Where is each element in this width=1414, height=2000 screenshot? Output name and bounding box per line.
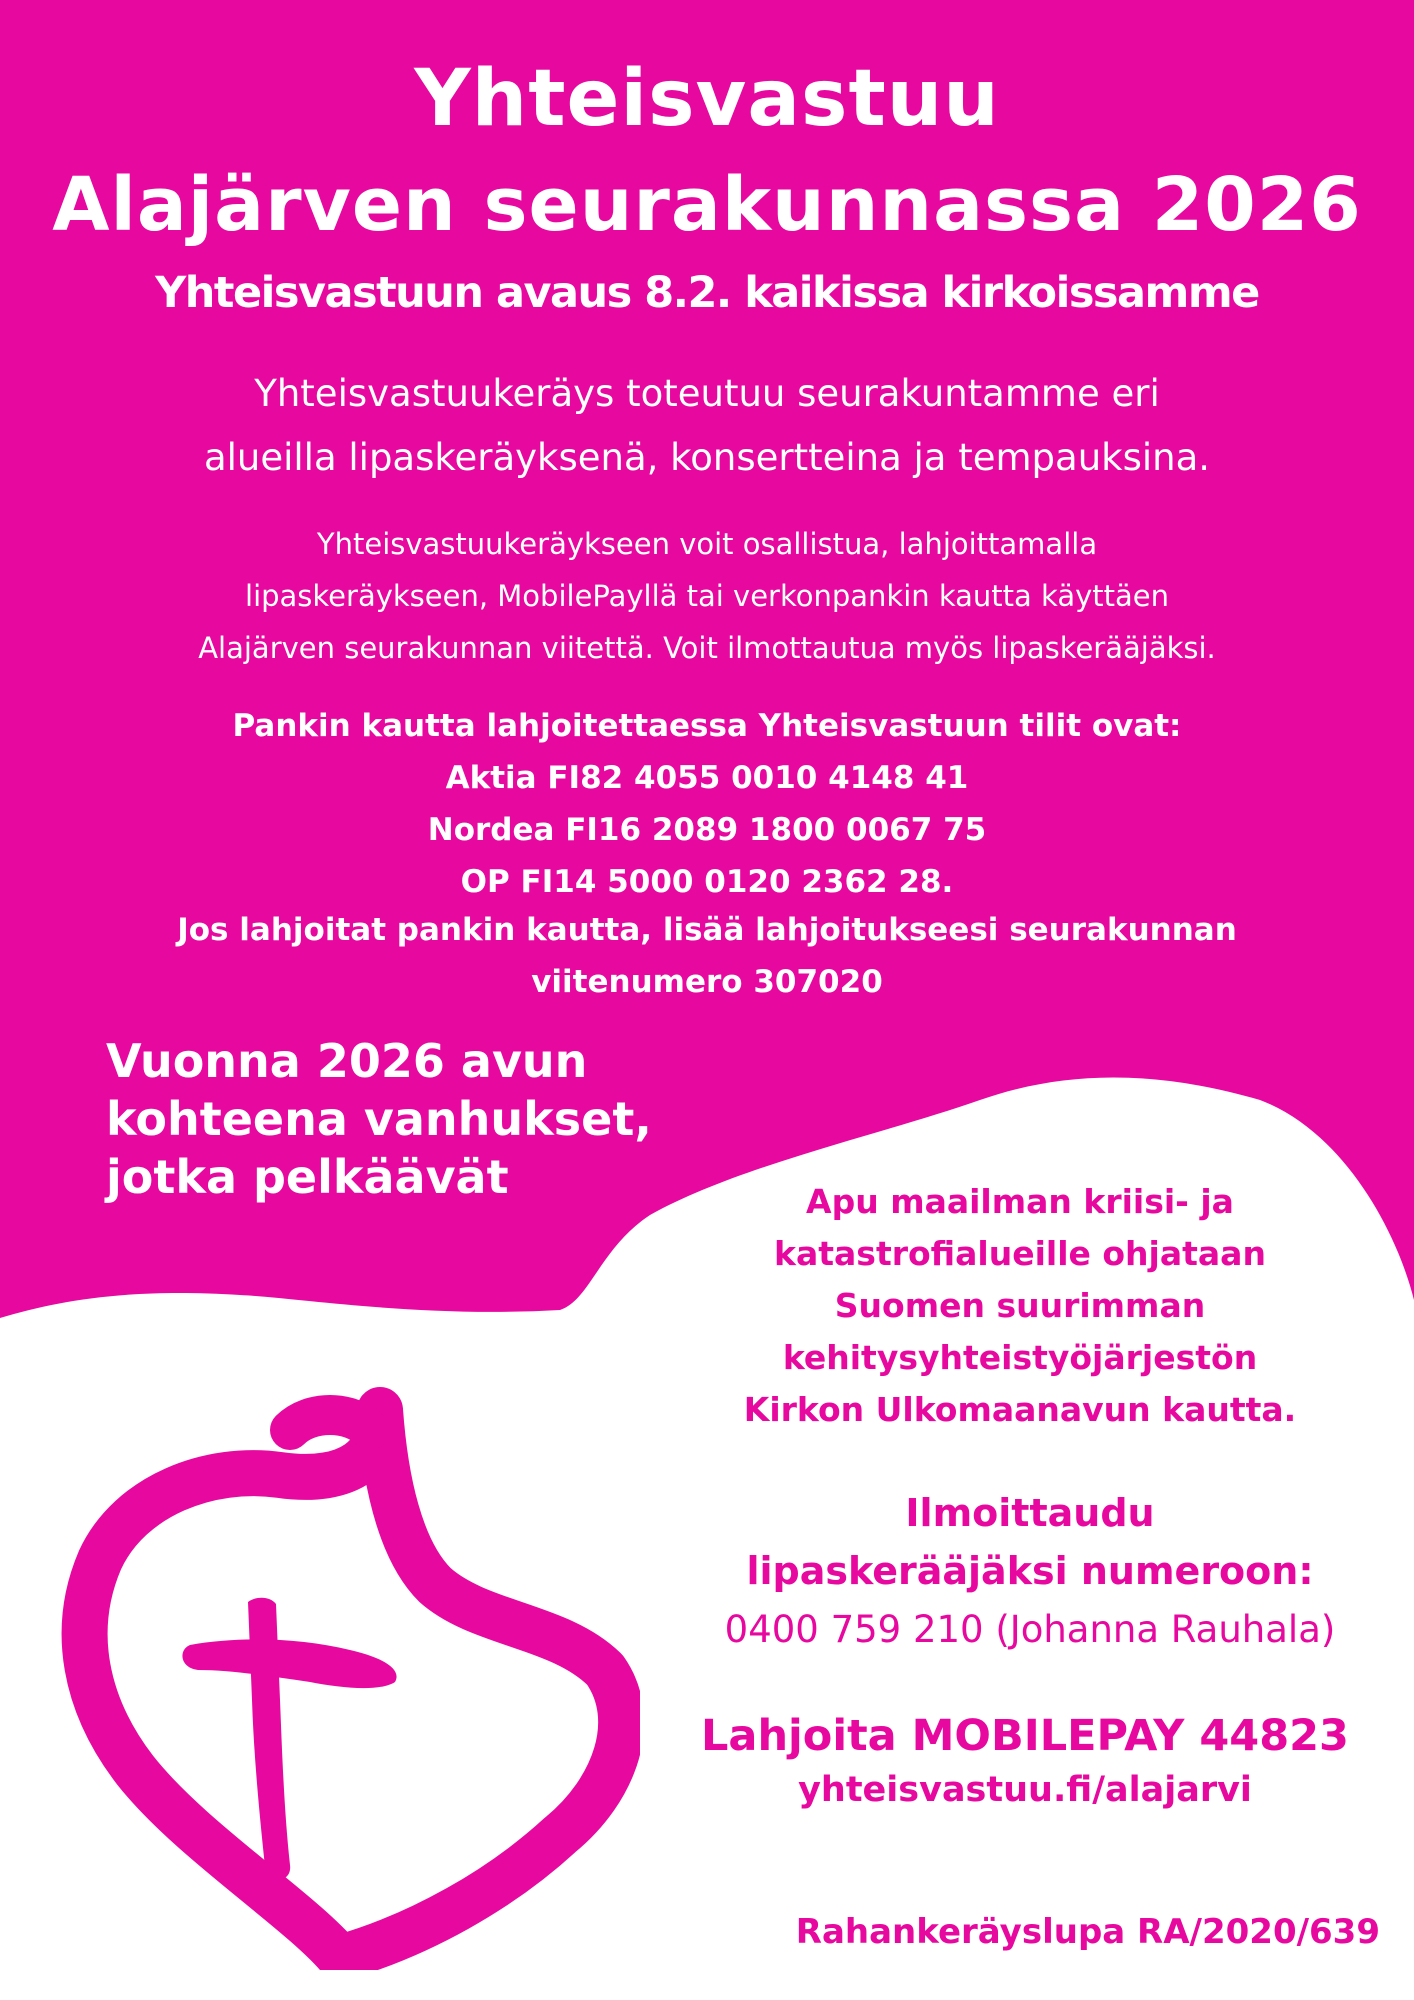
focus-line-2: kohteena vanhukset, xyxy=(106,1092,652,1146)
kua-line: Kirkon Ulkomaanavun kautta. xyxy=(743,1390,1297,1429)
bank-account-nordea: Nordea FI16 2089 1800 0067 75 xyxy=(427,812,987,848)
kua-line: kehitysyhteistyöjärjestön xyxy=(782,1338,1258,1377)
contact-phone[interactable]: 0400 759 210 (Johanna Rauhala) xyxy=(724,1608,1336,1651)
title-line-1: Yhteisvastuu xyxy=(414,54,1000,144)
bank-account-op: OP FI14 5000 0120 2362 28. xyxy=(460,864,954,900)
body-line-2: lipaskeräykseen, MobilePayllä tai verkonpankin kautta käyttäen xyxy=(245,579,1169,613)
focus-line-1: Vuonna 2026 avun xyxy=(106,1034,588,1088)
bank-accounts-title: Pankin kautta lahjoitettaessa Yhteisvastuun tilit ovat: xyxy=(232,708,1182,744)
signup-callout xyxy=(690,1484,1370,1600)
bank-note-line-1: Jos lahjoitat pankin kautta, lisää lahjoitukseesi seurakunnan xyxy=(177,912,1237,948)
bank-account-aktia: Aktia FI82 4055 0010 4148 41 xyxy=(445,760,969,796)
bank-reference-note xyxy=(90,904,1324,1008)
body-line-1: Yhteisvastuukeräykseen voit osallistua, lahjoittamalla xyxy=(316,527,1098,561)
signup-line-2: lipaskerääjäksi numeroon: xyxy=(746,1549,1314,1593)
intro-paragraph xyxy=(60,362,1354,490)
title-line-2: Alajärven seurakunnassa 2026 xyxy=(52,162,1362,248)
kua-line: Suomen suurimman xyxy=(834,1286,1206,1325)
focus-line-3: jotka pelkäävät xyxy=(106,1150,509,1204)
kua-line: Apu maailman kriisi- ja xyxy=(806,1182,1234,1221)
mobilepay-number: Lahjoita MOBILEPAY 44823 xyxy=(701,1711,1349,1761)
bank-note-line-2: viitenumero 307020 xyxy=(531,964,883,1000)
signup-line-1: Ilmoittaudu xyxy=(905,1491,1155,1535)
foreign-aid-note xyxy=(700,1176,1340,1436)
kua-line: katastrofialueille ohjataan xyxy=(774,1234,1266,1273)
participation-paragraph xyxy=(50,518,1364,674)
subtitle: Yhteisvastuun avaus 8.2. kaikissa kirkoissamme xyxy=(155,268,1259,318)
fundraising-permit: Rahankeräyslupa RA/2020/639 xyxy=(795,1912,1380,1952)
body-line-3: Alajärven seurakunnan viitettä. Voit ilmottautua myös lipaskerääjäksi. xyxy=(198,631,1216,665)
intro-line-1: Yhteisvastuukeräys toteutuu seurakuntamme eri xyxy=(254,372,1160,415)
intro-line-2: alueilla lipaskeräyksenä, konsertteina ja tempauksina. xyxy=(203,436,1211,479)
website-link[interactable]: yhteisvastuu.fi/alajarvi xyxy=(798,1770,1252,1810)
heart-cross-icon xyxy=(40,1370,640,1970)
